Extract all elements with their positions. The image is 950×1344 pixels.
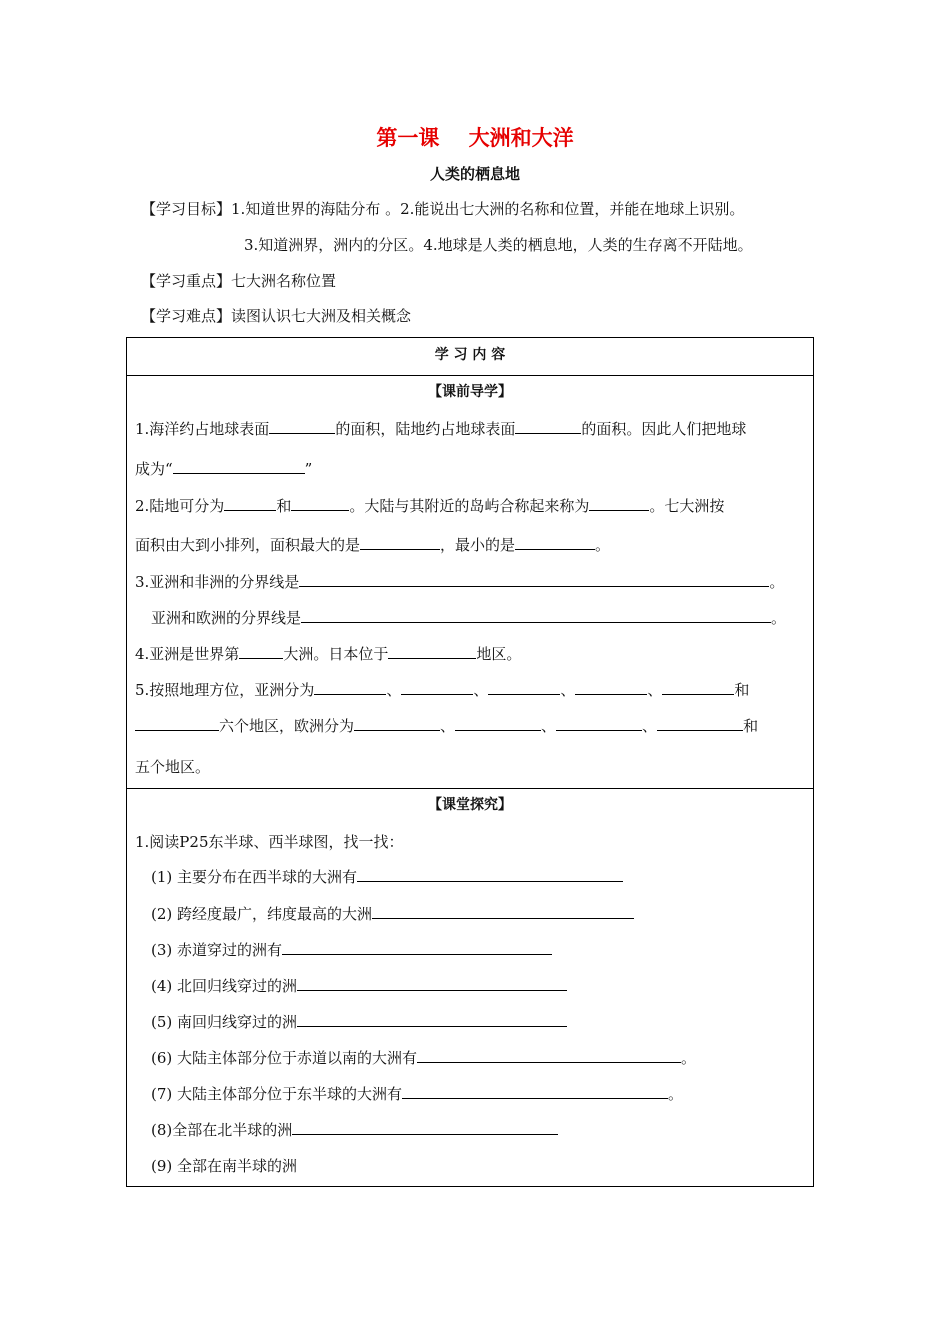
- blank-field[interactable]: [556, 716, 642, 731]
- blank-field[interactable]: [589, 496, 649, 511]
- blank-field[interactable]: [292, 1120, 558, 1135]
- inquiry-item: (1) 主要分布在西半球的大洲有: [151, 866, 623, 887]
- blank-field[interactable]: [173, 459, 305, 474]
- inquiry-item: (9) 全部在南半球的洲: [151, 1157, 298, 1175]
- blank-field[interactable]: [662, 680, 734, 695]
- blank-field[interactable]: [357, 867, 623, 882]
- blank-field[interactable]: [354, 716, 440, 731]
- blank-field[interactable]: [417, 1048, 681, 1063]
- inquiry-item: (3) 赤道穿过的洲有: [151, 939, 552, 960]
- blank-field[interactable]: [282, 940, 552, 955]
- blank-field[interactable]: [515, 535, 595, 550]
- page-title: 第一课 大洲和大洋: [376, 126, 574, 150]
- key-points-label: 【学习重点】: [141, 272, 232, 290]
- inquiry-item: (5) 南回归线穿过的洲: [151, 1011, 567, 1032]
- blank-field[interactable]: [291, 496, 349, 511]
- blank-field[interactable]: [657, 716, 743, 731]
- question-2-line-1: 2.陆地可分为 和 。大陆与其附近的岛屿合称起来称为 。七大洲按: [135, 497, 725, 515]
- question-1-line-2: 成为“ ”: [135, 460, 313, 478]
- question-5-line-2: 六个地区，欧洲分为 、 、 、 和: [135, 715, 758, 736]
- blank-field[interactable]: [135, 716, 219, 731]
- blank-field[interactable]: [455, 716, 541, 731]
- blank-field[interactable]: [388, 644, 476, 659]
- blank-field[interactable]: [488, 680, 560, 695]
- table-divider: [127, 788, 813, 789]
- question-2-line-2: 面积由大到小排列，面积最大的是 ，最小的是 。: [135, 536, 611, 554]
- blank-field[interactable]: [239, 644, 283, 659]
- difficulties-text: 读图认识七大洲及相关概念: [231, 307, 412, 325]
- key-points-text: 七大洲名称位置: [231, 272, 337, 290]
- question-4: 4.亚洲是世界第 大洲。日本位于 地区。: [135, 645, 522, 663]
- key-points: [141, 270, 336, 291]
- blank-field[interactable]: [224, 496, 276, 511]
- question-5-line-1: 5.按照地理方位，亚洲分为 、 、 、 、 和: [135, 681, 750, 699]
- objectives-text-1: 1.知道世界的海陆分布 。2.能说出七大洲的名称和位置，并能在地球上识别。: [231, 200, 745, 218]
- inquiry-item: (7) 大陆主体部分位于东半球的大洲有 。: [151, 1085, 684, 1103]
- blank-field[interactable]: [360, 535, 440, 550]
- blank-field[interactable]: [314, 680, 386, 695]
- study-content-table: [126, 337, 814, 1187]
- blank-field[interactable]: [269, 419, 335, 434]
- blank-field[interactable]: [301, 608, 771, 623]
- page-subtitle: 人类的栖息地: [429, 165, 520, 183]
- blank-field[interactable]: [402, 1084, 668, 1099]
- blank-field[interactable]: [515, 419, 581, 434]
- blank-field[interactable]: [297, 1012, 567, 1027]
- inquiry-item: (2) 跨经度最广，纬度最高的大洲: [151, 903, 634, 924]
- difficulties-label: 【学习难点】: [141, 307, 232, 325]
- blank-field[interactable]: [297, 976, 567, 991]
- inquiry-item: (4) 北回归线穿过的洲: [151, 975, 567, 996]
- difficulties: [141, 305, 411, 326]
- inquiry-item: (6) 大陆主体部分位于赤道以南的大洲有 。: [151, 1049, 697, 1067]
- objectives-line-1: [141, 198, 744, 219]
- objectives-line-2: 3.知道洲界，洲内的分区。4.地球是人类的栖息地，人类的生存离不开陆地。: [244, 236, 753, 254]
- objectives-label: 【学习目标】: [141, 200, 232, 218]
- blank-field[interactable]: [372, 904, 634, 919]
- question-1-line-1: 1.海洋约占地球表面 的面积，陆地约占地球表面 的面积。因此人们把地球: [135, 420, 747, 438]
- table-header: 学 习 内 容: [434, 347, 506, 363]
- inquiry-intro: 1.阅读P25东半球、西半球图，找一找：: [135, 833, 404, 851]
- blank-field[interactable]: [401, 680, 473, 695]
- section-inquiry-title: 【课堂探究】: [428, 797, 512, 813]
- question-3-line-1: 3.亚洲和非洲的分界线是 。: [135, 573, 785, 591]
- section-preview-title: 【课前导学】: [428, 384, 512, 400]
- blank-field[interactable]: [299, 572, 769, 587]
- table-divider: [127, 375, 813, 376]
- inquiry-item: (8)全部在北半球的洲: [151, 1119, 558, 1140]
- question-3-line-2: 亚洲和欧洲的分界线是 。: [151, 609, 787, 627]
- question-5-line-3: 五个地区。: [135, 758, 211, 776]
- blank-field[interactable]: [575, 680, 647, 695]
